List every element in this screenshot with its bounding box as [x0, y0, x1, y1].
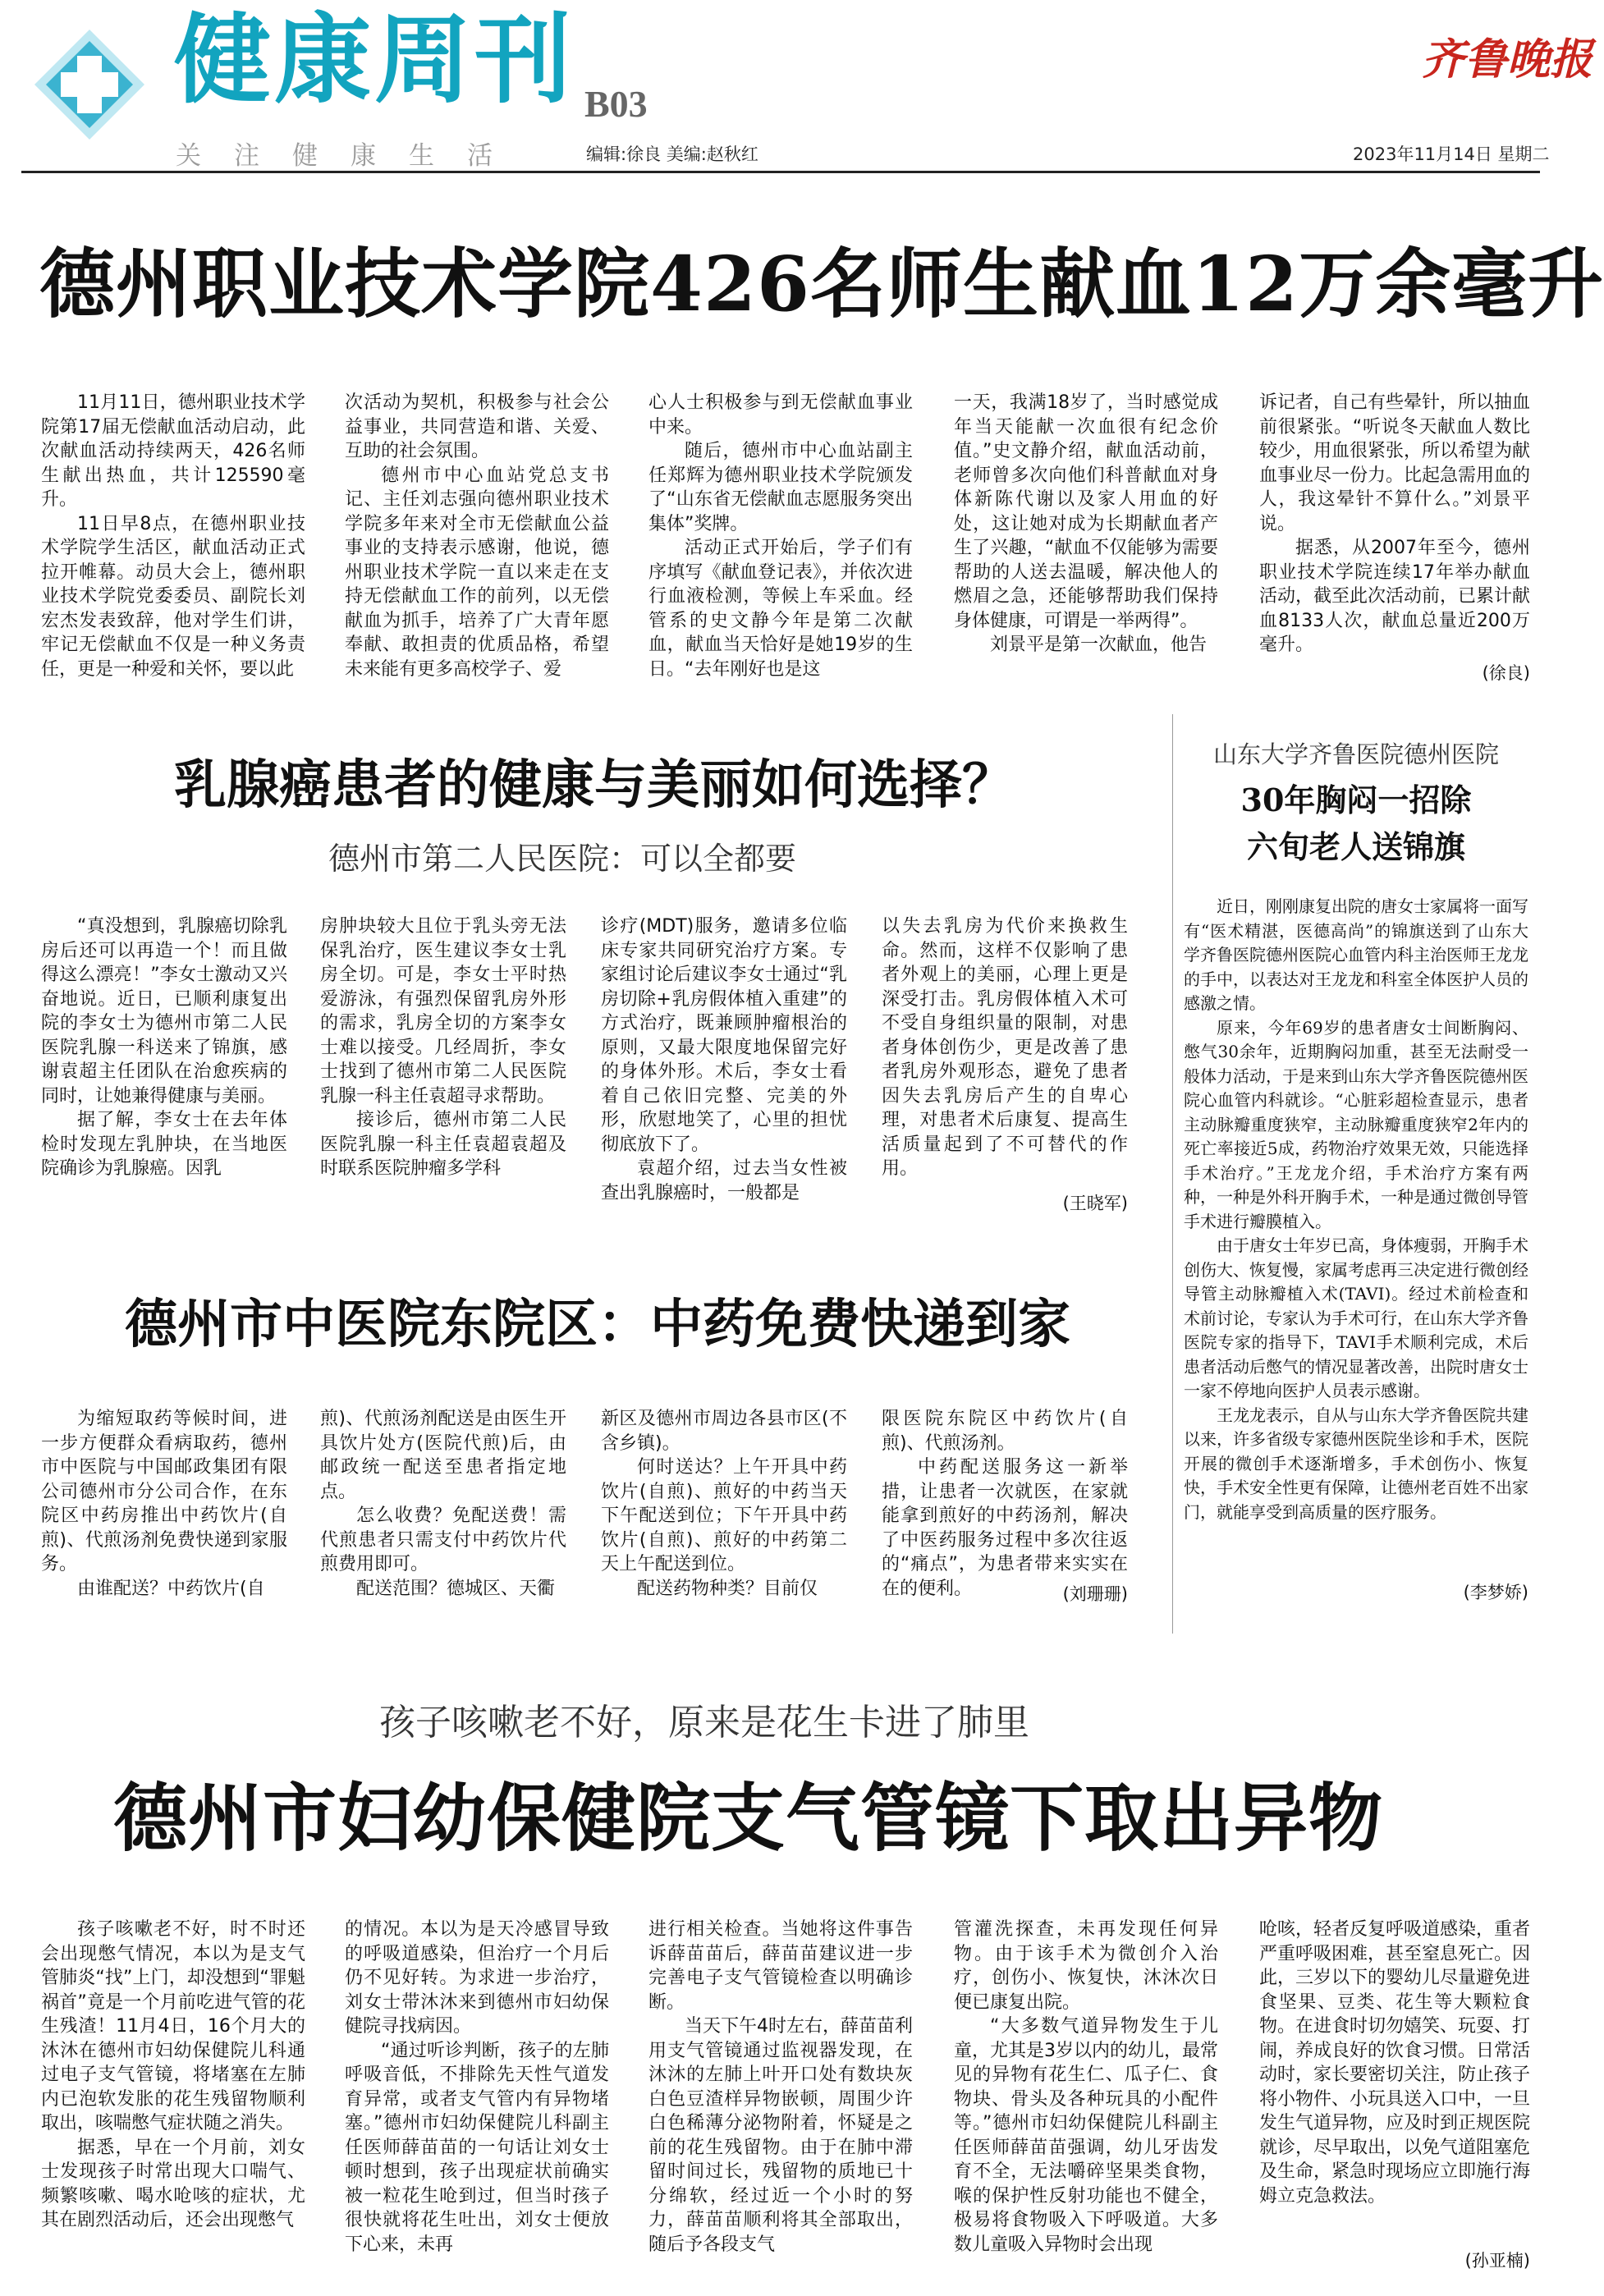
- paragraph: 原来，今年69岁的患者唐女士间断胸闷、憋气30余年，近期胸闷加重，甚至无法耐受一般体力活动，于是来到山东大学齐鲁医院德州医院心血管内科就诊。“心脏彩超检查显示，患者主动脉瓣重度狭窄，主动脉瓣重度狭窄2年内的死亡率接近5成，药物治疗效果无效，只能选择手术治疗。”王龙龙介绍，手术治疗方案有两种，一种是外科开胸手术，一种是通过微创导管手术进行瓣膜植入。: [1184, 1017, 1528, 1231]
- article4-column-1: [41, 1407, 287, 1604]
- paragraph: 诉记者，自己有些晕针，所以抽血前很紧张。“听说冬天献血人数比较少，用血很紧张，所以希望为献血事业尽一份力。比起急需用血的人，我这晕针不算什么。”刘景平说。: [1259, 392, 1531, 534]
- paragraph: 11月11日，德州职业技术学院第17届无偿献血活动启动，此次献血活动持续两天，426名师生献出热血，共计125590毫升。: [41, 392, 305, 510]
- paragraph: 11日早8点，在德州职业技术学院学生活区，献血活动正式拉开帷幕。动员大会上，德州职业技术学院党委委员、副院长刘宏杰发表致辞，他对学生们讲，牢记无偿献血不仅是一种义务责任，更是一种爱和关怀，要以此: [41, 513, 305, 680]
- article2-byline: (王晓军): [1062, 1194, 1128, 1213]
- issue-date: 2023年11月14日 星期二: [1353, 144, 1550, 164]
- paragraph: 限医院东院区中药饮片(自煎)、代煎汤剂。: [882, 1409, 1128, 1454]
- article4-column-2: [320, 1407, 566, 1604]
- article4-column-3: [601, 1407, 847, 1604]
- paragraph: 由谁配送？中药饮片(自: [77, 1578, 265, 1599]
- column-divider: [1172, 714, 1173, 1634]
- paragraph: “通过听诊判断，孩子的左肺呼吸音低，不排除先天性气道发育异常，或者支气管内有异物堵塞。”德州市妇幼保健院儿科副主任医师薛苗苗的一句话让刘女士顿时想到，孩子出现症状前确实被一粒花生呛到过，但当时孩子很快就将花生吐出，刘女士便放下心来，未再: [345, 2040, 609, 2255]
- article5-headline: 德州市妇幼保健院支气管镜下取出异物: [113, 1775, 1383, 1862]
- article1-byline: (徐良): [1482, 663, 1530, 683]
- article5-column-5: [1259, 1918, 1530, 2241]
- paragraph: 为缩短取药等候时间，进一步方便群众看病取药，德州市中医院与中国邮政集团有限公司德州市分公司合作，在东院区中药房推出中药饮片(自煎)、代煎汤剂免费快递到家服务。: [41, 1409, 287, 1574]
- section-slogan: 关注健康生活: [176, 141, 525, 171]
- paragraph: 房肿块较大且位于乳头旁无法保乳治疗，医生建议李女士乳房全切。可是，李女士平时热爱游泳，有强烈保留乳房外形的需求，乳房全切的方案李女士难以接受。几经周折，李女士找到了德州市第二人民医院乳腺一科主任袁超寻求帮助。: [320, 916, 566, 1107]
- paragraph: 一天，我满18岁了，当时感觉成年当天能献一次血很有纪念价值。”史文静介绍，献血活动前，老师曾多次向他们科普献血对身体新陈代谢以及家人用血的好处，这让她对成为长期献血者产生了兴趣，“献血不仅能够为需要帮助的人送去温暖，解决他人的燃眉之急，还能够帮助我们保持身体健康，可谓是一举两得”。: [954, 392, 1218, 631]
- newspaper-brand-logo: 齐鲁晚报: [1422, 34, 1593, 85]
- paragraph: 中药配送服务这一新举措，让患者一次就医，在家就能拿到煎好的中药汤剂，解决了中医药服务过程中多次往返的“痛点”，为患者带来实实在在的便利。: [882, 1457, 1128, 1599]
- article4-column-4: [882, 1407, 1128, 1604]
- page-number: B03: [584, 83, 648, 125]
- article5-column-4: [954, 1918, 1218, 2262]
- paragraph: 袁超介绍，过去当女性被查出乳腺癌时，一般都是: [601, 1158, 847, 1203]
- paragraph: 配送范围？德城区、天衢: [356, 1578, 556, 1599]
- paragraph: 心人士积极参与到无偿献血事业中来。: [648, 392, 913, 438]
- paragraph: “真没想到，乳腺癌切除乳房后还可以再造一个！而且做得这么漂亮！”李女士激动又兴奋地说。近日，已顺利康复出院的李女士为德州市第二人民医院乳腺一科送来了锦旗，感谢袁超主任团队在治愈疾病的同时，让她兼得健康与美丽。: [41, 916, 287, 1107]
- article1-column-3: [648, 391, 913, 683]
- paragraph: 接诊后，德州市第二人民医院乳腺一科主任袁超袁超及时联系医院肿瘤多学科: [320, 1110, 566, 1179]
- paragraph: 怎么收费？免配送费！需代煎患者只需支付中药饮片代煎费用即可。: [320, 1505, 566, 1574]
- article5-column-2: [345, 1918, 609, 2262]
- paragraph: 王龙龙表示，自从与山东大学齐鲁医院共建以来，许多省级专家德州医院坐诊和手术，医院开展的微创手术逐渐增多，手术创伤小、恢复快，手术安全性更有保障，让德州老百姓不出家门，就能享受到高质量的医疗服务。: [1184, 1405, 1528, 1522]
- article2-headline: 乳腺癌患者的健康与美丽如何选择？: [174, 754, 1015, 816]
- article3-headline-line-2: 六旬老人送锦旗: [1246, 828, 1465, 865]
- paragraph: 孩子咳嗽老不好，时不时还会出现憋气情况，本以为是支气管肺炎“找”上门，却没想到“罪魁祸首”竟是一个月前吃进气管的花生残渣！11月4日，16个月大的沐沐在德州市妇幼保健院儿科通过电子支气管镜，将堵塞在左肺内已泡软发胀的花生残留物顺利取出，咳喘憋气症状随之消失。: [41, 1919, 305, 2133]
- paragraph: 次活动为契机，积极参与社会公益事业，共同营造和谐、关爱、互助的社会氛围。: [345, 392, 609, 461]
- article2-column-3: [601, 914, 847, 1259]
- paragraph: 德州市中心血站党总支书记、主任刘志强向德州职业技术学院多年来对全市无偿献血公益事业的支持表示感谢，他说，德州职业技术学院一直以来走在支持无偿献血工作的前列，以无偿献血为抓手，培养了广大青年愿奉献、敢担责的优质品格，希望未来能有更多高校学子、爱: [345, 465, 609, 680]
- section-title: 健康周刊: [174, 3, 575, 117]
- article4-byline: (刘珊珊): [1062, 1584, 1128, 1604]
- article5-kicker: 孩子咳嗽老不好，原来是花生卡进了肺里: [379, 1702, 1029, 1744]
- paragraph: 煎)、代煎汤剂配送是由医生开具饮片处方(医院代煎)后，由邮政统一配送至患者指定地点。: [320, 1409, 566, 1502]
- article3-headline: [1182, 777, 1530, 870]
- article5-column-3: [648, 1918, 913, 2262]
- paragraph: 诊疗(MDT)服务，邀请多位临床专家共同研究治疗方案。专家组讨论后建议李女士通过“乳房切除+乳房假体植入重建”的方式治疗，既兼顾肿瘤根治的原则，又最大限度地保留完好的身体外形。术后，李女士看着自己依旧完整、完美的外形，欣慰地笑了，心里的担忧彻底放下了。: [601, 916, 847, 1155]
- paragraph: 随后，德州市中心血站副主任郑辉为德州职业技术学院颁发了“山东省无偿献血志愿服务突出集体”奖牌。: [648, 441, 913, 534]
- paragraph: 新区及德州市周边各县市区(不含乡镇)。: [601, 1409, 847, 1454]
- paragraph: “大多数气道异物发生于儿童，尤其是3岁以内的幼儿，最常见的异物有花生仁、瓜子仁、食物块、骨头及各种玩具的小配件等。”德州市妇幼保健院儿科副主任医师薛苗苗强调，幼儿牙齿发育不全，无法嚼碎坚果类食物，喉的保护性反射功能也不健全，极易将食物吸入下呼吸道。大多数儿童吸入异物时会出现: [954, 2016, 1218, 2255]
- article3-headline-line-1: 30年胸闷一招除: [1240, 781, 1472, 818]
- article2-subhead: 德州市第二人民医院：可以全都要: [328, 841, 797, 877]
- paragraph: 何时送达？上午开具中药饮片(自煎)、煎好的中药当天下午配送到位；下午开具中药饮片(自煎)、煎好的中药第二天上午配送到位。: [601, 1457, 847, 1574]
- paragraph: 进行相关检查。当她将这件事告诉薛苗苗后，薛苗苗建议进一步完善电子支气管镜检查以明确诊断。: [648, 1919, 913, 2013]
- article3-kicker: 山东大学齐鲁医院德州医院: [1212, 740, 1499, 768]
- paragraph: 据悉，从2007年至今，德州职业技术学院连续17年举办献血活动，截至此次活动前，已累计献血8133人次，献血总量近200万毫升。: [1259, 538, 1531, 655]
- article5-byline: (孙亚楠): [1464, 2251, 1530, 2271]
- paragraph: 据悉，早在一个月前，刘女士发现孩子时常出现大口喘气、频繁咳嗽、喝水呛咳的症状，尤其在剧烈活动后，还会出现憋气: [41, 2137, 305, 2230]
- article1-headline: 德州职业技术学院426名师生献血12万余毫升: [39, 240, 1604, 328]
- paragraph: 近日，刚刚康复出院的唐女士家属将一面写有“医术精湛，医德高尚”的锦旗送到了山东大学齐鲁医院德州医院心血管内科主治医师王龙龙的手中，以表达对王龙龙和科室全体医护人员的感激之情。: [1184, 896, 1528, 1013]
- article4-headline: 德州市中医院东院区：中药免费快递到家: [125, 1294, 1070, 1355]
- editors-credit: 编辑:徐良 美编:赵秋红: [586, 144, 758, 164]
- paragraph: 由于唐女士年岁已高，身体瘦弱，开胸手术创伤大、恢复慢，家属考虑再三决定进行微创经导管主动脉瓣植入术(TAVI)。经过术前检查和术前讨论，专家认为手术可行，在山东大学齐鲁医院专家的指导下，TAVI手术顺利完成，术后患者活动后憋气的情况显著改善，出院时唐女士一家不停地向医护人员表示感谢。: [1184, 1235, 1528, 1400]
- paragraph: 配送药物种类？目前仅: [637, 1578, 818, 1599]
- article2-column-2: [320, 914, 566, 1259]
- paragraph: 当天下午4时左右，薛苗苗利用支气管镜通过监视器发现，在沐沐的左肺上叶开口处有数块灰白色豆渣样异物嵌顿，周围少许白色稀薄分泌物附着，怀疑是之前的花生残留物。由于在肺中滞留时间过长，残留物的质地已十分绵软，经过近一个小时的努力，薛苗苗顺利将其全部取出，随后予各段支气: [648, 2016, 913, 2255]
- article2-column-1: [41, 914, 287, 1259]
- paragraph: 以失去乳房为代价来换救生命。然而，这样不仅影响了患者外观上的美丽，心理上更是深受打击。乳房假体植入术可不受自身组织量的限制，对患者身体创伤少，更是改善了患者乳房外观形态，避免了患者因失去乳房后产生的自卑心理，对患者术后康复、提高生活质量起到了不可替代的作用。: [882, 916, 1128, 1179]
- article3-body: [1184, 895, 1528, 1617]
- article5-column-1: [41, 1918, 305, 2262]
- article1-column-2: [345, 391, 609, 683]
- masthead-divider: [21, 171, 1540, 173]
- paragraph: 据了解，李女士在去年体检时发现左乳肿块，在当地医院确诊为乳腺癌。因乳: [41, 1110, 287, 1179]
- article2-column-4: [882, 914, 1128, 1202]
- article1-column-5: [1259, 391, 1530, 683]
- article3-byline: (李梦娇): [1463, 1583, 1528, 1602]
- paragraph: 呛咳，轻者反复呼吸道感染，重者严重呼吸困难，甚至窒息死亡。因此，三岁以下的婴幼儿尽量避免进食坚果、豆类、花生等大颗粒食物。在进食时切勿嬉笑、玩耍、打闹，养成良好的饮食习惯。日常活动时，家长要密切关注，防止孩子将小物件、小玩具送入口中，一旦发生气道异物，应及时到正规医院就诊，尽早取出，以免气道阻塞危及生命，紧急时现场应立即施行海姆立克急救法。: [1259, 1919, 1531, 2207]
- article1-column-1: [41, 391, 305, 683]
- paragraph: 管灌洗探查，未再发现任何异物。由于该手术为微创介入治疗，创伤小、恢复快，沐沐次日便已康复出院。: [954, 1919, 1218, 2013]
- paragraph: 刘景平是第一次献血，他告: [990, 635, 1208, 655]
- health-cross-logo-icon: [31, 26, 148, 143]
- article1-column-4: [954, 391, 1218, 683]
- paragraph: 活动正式开始后，学子们有序填写《献血登记表》，并依次进行血液检测，等候上车采血。经管系的史文静今年是第二次献血，献血当天恰好是她19岁的生日。“去年刚好也是这: [648, 538, 913, 680]
- paragraph: 的情况。本以为是天冷感冒导致的呼吸道感染，但治疗一个月后仍不见好转。为求进一步治疗，刘女士带沐沐来到德州市妇幼保健院寻找病因。: [345, 1919, 609, 2037]
